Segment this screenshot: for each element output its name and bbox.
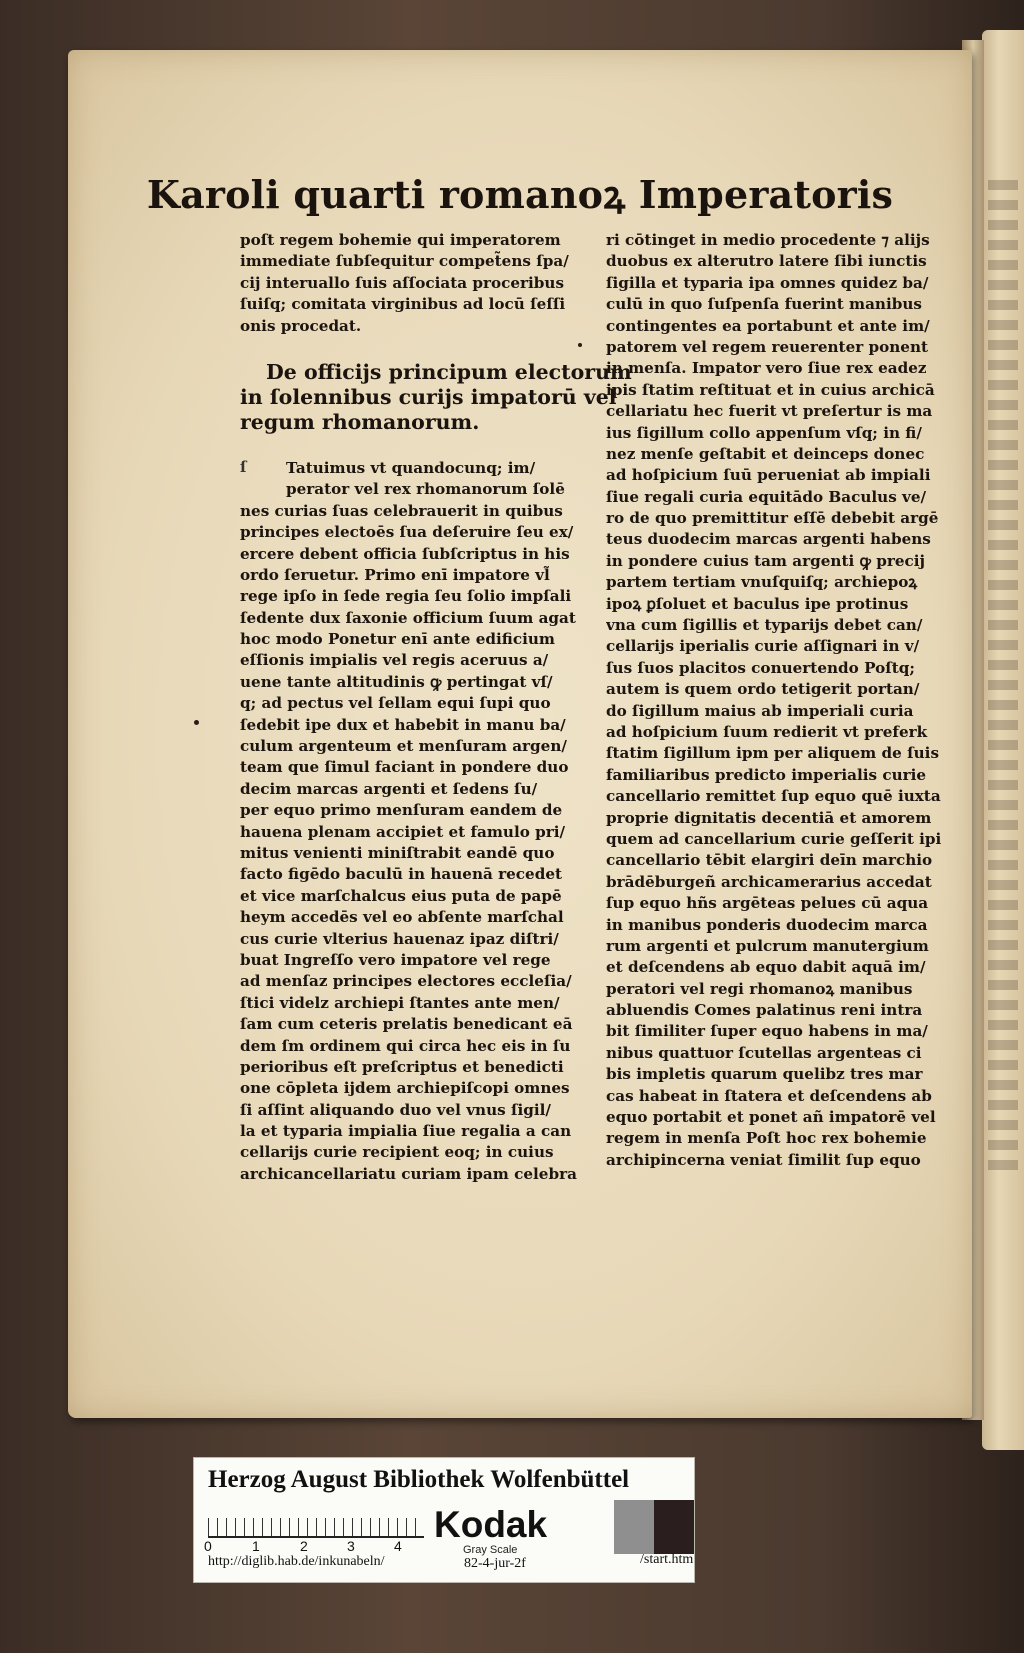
scale-ruler xyxy=(208,1508,424,1538)
right-column xyxy=(606,230,946,1171)
scale-number: 1 xyxy=(252,1538,260,1554)
text-line: nibus quattuor ſcutellas argenteas ci xyxy=(606,1043,922,1062)
text-line: ro de quo premittitur eſſē debebit argē xyxy=(606,509,939,528)
text-line: ſi aſſint aliquando duo vel vnus ſigil/ xyxy=(240,1100,551,1119)
text-line: partem tertiam vnuſquiſq; archiepoꝝ xyxy=(606,573,918,592)
text-line: et vice marſchalcus eius puta de papē xyxy=(240,886,562,905)
text-line: quem ad cancellarium curie geſſerit ipi xyxy=(606,829,942,848)
text-line: cancellario tēbit elargiri deīn marchio xyxy=(606,851,933,870)
library-name: Herzog August Bibliothek Wolfenbüttel xyxy=(208,1466,630,1493)
text-line: do ſigillum maius ab imperiali curia xyxy=(606,701,914,720)
text-line: contingentes ea portabunt et ante im/ xyxy=(606,316,930,335)
scale-number: 4 xyxy=(394,1538,402,1554)
text-line: perator vel rex rhomanorum ſolē xyxy=(286,480,565,499)
text-line: ad menſaz principes electores eccleſia/ xyxy=(240,972,572,991)
text-line: ipis ſtatim reſtituat et in cuius archicā xyxy=(606,380,935,399)
text-line: ius ſigillum collo appenſum vſq; in fi/ xyxy=(606,423,922,442)
kodak-brand: Kodak xyxy=(434,1504,548,1545)
text-line: ercere debent officia ſubſcriptus in his xyxy=(240,544,570,563)
text-line: ordo ſeruetur. Primo enī impatore vl̃ xyxy=(240,565,550,584)
gray-scale-caption: Gray Scale xyxy=(463,1544,518,1556)
text-line: one cōpleta ijdem archiepiſcopi omnes xyxy=(240,1079,570,1098)
text-line: abluendis Comes palatinus reni intra xyxy=(606,1001,923,1020)
running-head: Karoli quarti romanoꝝ Imperatoris xyxy=(146,172,894,217)
text-line: regem in menſa Poſt hoc rex bohemie xyxy=(606,1129,927,1148)
text-line: facto figēdo baculū in hauenā recedet xyxy=(240,865,562,884)
scale-number: 3 xyxy=(347,1538,355,1554)
text-line: decim marcas argenti et ſedens ſu/ xyxy=(240,779,538,798)
text-line: ſedebit ipe dux et habebit in manu ba/ xyxy=(240,715,566,734)
text-line: ſtatim ſigillum ipm per aliquem de ſuis xyxy=(606,744,940,763)
text-line: ſtici videlz archiepi ſtantes ante men/ xyxy=(240,993,560,1012)
dark-swatch xyxy=(654,1500,694,1554)
text-line: cij interuallo ſuis aſſociata proceribus xyxy=(240,273,564,292)
scale-number: 2 xyxy=(300,1538,308,1554)
text-line: patorem vel regem reuerenter ponent xyxy=(606,337,929,356)
text-line: et deſcendens ab equo dabit aquā im/ xyxy=(606,958,926,977)
text-line: rum argenti et pulcrum manutergium xyxy=(606,936,929,955)
text-line: ri cōtinget in medio procedente ⁊ alijs xyxy=(606,231,930,249)
text-line: rege ipſo in ſede regia ſeu ſolio impſali xyxy=(240,587,572,606)
text-line: q; ad pectus vel ſellam equi ſupi quo xyxy=(240,694,551,713)
text-line: hoc modo Ponetur enī ante edificium xyxy=(240,630,555,649)
text-line: ſuiſq; comitata virginibus ad locū ſeſſi xyxy=(240,295,566,314)
text-line: peratori vel regi rhomanoꝝ manibus xyxy=(606,979,913,998)
text-line: cas habeat in ſtatera et deſcendens ab xyxy=(606,1086,932,1105)
text-line: ſigilla et typaria ipa omnes quidez ba/ xyxy=(606,273,929,292)
text-line: vna cum ſigillis et typarijs debet can/ xyxy=(606,616,923,635)
heading-line: in ſolennibus curijs impatorū vel xyxy=(240,384,617,409)
gray-swatch xyxy=(614,1500,654,1554)
text-line: cus curie vlterius hauenaz ipaz diſtri/ xyxy=(240,929,559,948)
text-line: eſſionis impialis vel regis aceruus a/ xyxy=(240,651,549,670)
text-line: Tatuimus vt quandocunq; im/ xyxy=(286,458,536,477)
text-line: ad hoſpicium ſuū perueniat ab impiali xyxy=(606,466,931,485)
heading-line: De officijs principum electorum xyxy=(266,359,632,384)
text-line: cellariatu hec fuerit vt preſertur is ma xyxy=(606,402,933,421)
opening-lines xyxy=(240,230,580,337)
text-line: perioribus eſt preſcriptus et benedicti xyxy=(240,1057,564,1076)
text-line: culum argenteum et menſuram argen/ xyxy=(240,737,567,756)
text-line: hauena plenam accipiet et famulo pri/ xyxy=(240,822,566,841)
left-column xyxy=(240,230,632,1185)
text-line: ſedente dux ſaxonie officium ſuum agat xyxy=(240,608,576,627)
text-line: autem is quem ordo tetigerit portan/ xyxy=(606,680,920,699)
text-line: nez menſe geſtabit et deinceps donec xyxy=(606,444,925,463)
text-line: buat Ingreſſo vero impatore vel rege xyxy=(240,950,551,969)
text-line: teus duodecim marcas argenti habens xyxy=(606,530,931,549)
book-page xyxy=(68,50,972,1418)
text-line: per equo primo menſuram eandem de xyxy=(240,801,563,820)
text-line: principes electoēs ſua deſeruire ſeu ex/ xyxy=(240,523,574,542)
ink-spot xyxy=(578,343,582,347)
text-line: in pondere cuius tam argenti ꝙ precij xyxy=(606,551,926,570)
initial-guide-letter: ſ xyxy=(240,457,247,476)
text-line: ipoꝝ ꝑſoluet et baculus ipe protinus xyxy=(606,594,909,613)
text-line: brādēburgeñ archicamerarius accedat xyxy=(606,872,932,891)
text-line: dem ſm ordinem qui circa hec eis in ſu xyxy=(240,1036,571,1055)
text-line: heym accedēs vel eo abſente marſchal xyxy=(240,908,564,927)
start-page-link: /start.htm xyxy=(640,1552,694,1567)
text-line: immediate ſubſequitur compet̃ens ſpa/ xyxy=(240,252,569,271)
adjacent-page-edge xyxy=(982,30,1024,1450)
paragraph xyxy=(240,458,580,1185)
text-line: in menſa. Impator vero ſiue rex eadez xyxy=(606,359,927,378)
text-line: cancellario remittet ſup equo quē iuxta xyxy=(606,787,941,806)
text-line: ſus ſuos placitos conuertendo Poſtq; xyxy=(606,658,915,677)
ink-spot xyxy=(194,720,199,725)
text-line: mitus venienti miniſtrabit eandē quo xyxy=(240,843,555,862)
shelfmark: 82-4-jur-2f xyxy=(464,1556,526,1571)
text-line: equo portabit et ponet añ impatorē vel xyxy=(606,1108,936,1127)
text-line: nes curias ſuas celebrauerit in quibus xyxy=(240,501,563,520)
text-line: team que ſimul faciant in pondere duo xyxy=(240,758,569,777)
text-line: archicancellariatu curiam ipam celebra xyxy=(240,1164,577,1183)
scale-number: 0 xyxy=(204,1538,212,1554)
text-line: uene tante altitudinis ꝙ pertingat vſ/ xyxy=(240,672,553,691)
text-line: ſam cum ceteris prelatis benedicant eā xyxy=(240,1015,573,1034)
text-line: bis impletis quarum quelibz tres mar xyxy=(606,1065,923,1084)
library-url: http://diglib.hab.de/inkunabeln/ xyxy=(208,1554,385,1569)
text-line: ad hoſpicium ſuum redierit vt preferk xyxy=(606,722,928,741)
text-line: onis procedat. xyxy=(240,316,362,335)
text-line: poſt regem bohemie qui imperatorem xyxy=(240,231,561,249)
text-line: bit ſimiliter ſuper equo habens in ma/ xyxy=(606,1022,928,1041)
text-line: archipincerna veniat ſimilit ſup equo xyxy=(606,1150,921,1169)
text-line: proprie dignitatis decentiā et amorem xyxy=(606,808,932,827)
adjacent-page-text xyxy=(988,180,1018,1180)
text-line: familiaribus predicto imperialis curie xyxy=(606,765,927,784)
text-line: culū in quo ſuſpenſa fuerint manibus xyxy=(606,295,922,314)
text-line: in manibus ponderis duodecim marca xyxy=(606,915,928,934)
text-line: ſup equo hñs argēteas pelues cū aqua xyxy=(606,894,929,913)
text-line: duobus ex alterutro latere ſibi iunctis xyxy=(606,252,927,271)
heading-line: regum rhomanorum. xyxy=(240,409,480,434)
text-line: ſiue regali curia equitādo Baculus ve/ xyxy=(606,487,927,506)
text-line: cellarijs iperialis curie aſſignari in v/ xyxy=(606,637,920,656)
text-line: cellarijs curie recipient eoq; in cuius xyxy=(240,1143,554,1162)
section-heading xyxy=(240,359,632,435)
library-label xyxy=(193,1457,695,1583)
text-line: la et typaria impialia ſiue regalia a can xyxy=(240,1122,572,1141)
